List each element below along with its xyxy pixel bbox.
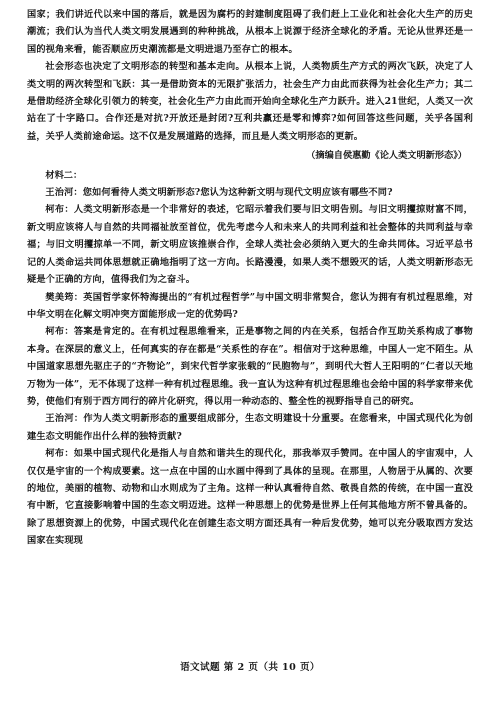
- dialogue-question-1: 王治河：您如何看待人类文明新形态?您认为这种新文明与现代文明应该有哪些不同?: [45, 187, 393, 199]
- page-footer: 语文试题 第 2 页（共 10 页）: [180, 662, 320, 673]
- dialogue-answer-2: 柯布：答案是肯定的。在有机过程思维看来，正是事物之间的内在关系，包括合作互助关系构成了事物本身。在深层的意义上，任何真实的存在都是“关系性的存在”。相信对于这种思维，中国人一定不陌生。从中国道家思想先驱庄子的“齐物论”，到宋代哲学家张载的“民胞物与”，到明代大哲人王阳明的“仁者以天地万物为一体”，无不体现了这样一种有机过程思维。我一直认为这种有机过程思维也会给中国的科学家带来优势，使他们有别于西方同行的碎片化研究，得以用一种动态的、整全性的视野指导自己的研究。: [27, 326, 473, 407]
- dialogue-question-2: 樊美筠：英国哲学家怀特海提出的“有机过程哲学”与中国文明非常契合，您认为拥有有机过程思维，对中华文明在化解文明冲突方面能形成一定的优势吗?: [27, 291, 473, 320]
- dialogue-answer-3: 柯布：如果中国式现代化是指人与自然和谐共生的现代化，那我举双手赞同。在中国人的宇宙观中，人仅仅是宇宙的一个构成要素。这一点在中国的山水画中得到了具体的呈现。在那里，人物居于从属的、次要的地位，美丽的植物、动物和山水则成为了主角。这样一种认真看待自然、敬畏自然的传统，在中国一直没有中断，它直接影响着中国的生态文明迈进。这样一种思想上的优势是世界上任何其他地方所不曾具备的。除了思想资源上的优势，中国式现代化在创建生态文明方面还具有一种后发优势，她可以充分吸取西方发达国家在实现现: [27, 448, 473, 547]
- passage1-paragraph-2: 社会形态也决定了文明形态的转型和基本走向。从根本上说，人类物质生产方式的两次飞跃，决定了人类文明的两次转型和飞跃：其一是借助资本的无限扩张活力，社会生产力由此而获得为社会化生产力；其二是借助经济全球化引领力的转变，社会化生产力由此而开始向全球化生产力跃升。进入21世纪，人类又一次站在了十字路口。合作还是对抗?开放还是封闭?互利共赢还是零和博弈?如何回答这些问题，关乎各国利益，关乎人类前途命运。这不仅是发展道路的选择，而且是人类文明形态的更新。: [27, 61, 473, 142]
- material-two-heading: 材料二：: [45, 169, 83, 181]
- dialogue-answer-1: 柯布：人类文明新形态是一个非常好的表述，它昭示着我们要与旧文明告别。与旧文明攫掠财富不同，新文明应该将人与自然的共同福祉放至首位，优先考虑今人和未来人的共同利益和社会整体的共同利益与幸福；与旧文明攫掠单一不同，新文明应该推崇合作，全球人类社会必须纳入更大的生命共同体。习近平总书记的人类命运共同体思想就正确地指明了这一方向。长路漫漫，如果人类不想毁灭的话，人类文明新形态无疑是个正确的方向，值得我们为之奋斗。: [27, 204, 473, 286]
- source-citation: （摘编自侯惠勤《论人类文明新形态》）: [306, 150, 467, 162]
- dialogue-question-3: 王治河：作为人类文明新形态的重要组成部分，生态文明建设十分重要。在您看来，中国式现代化为创建生态文明能作出什么样的独特贡献?: [27, 413, 473, 442]
- passage1-paragraph-1: 国家；我们讲近代以来中国的落后，就是因为腐朽的封建制度阻碍了我们赶上工业化和社会化大生产的历史潮流；我们认为当代人类文明发展遇到的种种挑战，从根本上说源于经济全球化的矛盾。无论从世界还是一国的视角来看，能否顺应历史潮流都是文明进退乃至存亡的根本。: [27, 9, 473, 55]
